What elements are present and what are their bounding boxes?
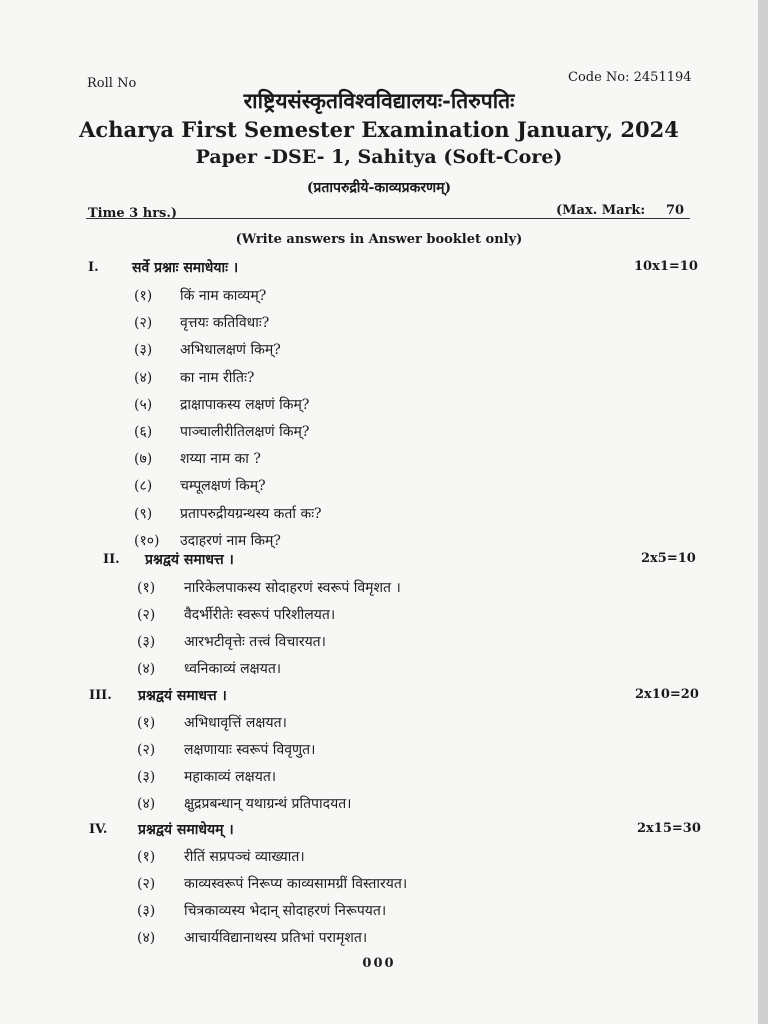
question-text: द्राक्षापाकस्य लक्षणं किम्?	[180, 397, 310, 413]
question-text: आचार्यविद्यानाथस्य प्रतिभां परामृशत।	[184, 930, 368, 946]
question-text: वैदर्भीरीतेः स्वरूपं परिशीलयत।	[184, 607, 336, 623]
end-marker: 000	[362, 956, 396, 971]
code-number: Code No: 2451194	[568, 70, 692, 85]
question-number: (३)	[137, 903, 156, 919]
question-text: वृत्तयः कतिविधाः?	[180, 315, 270, 331]
section-number: I.	[88, 260, 99, 275]
max-mark-label: (Max. Mark:	[556, 203, 646, 218]
section-marks: 10x1=10	[634, 259, 698, 274]
section-number: III.	[89, 688, 112, 703]
question-text: किं नाम काव्यम्?	[180, 288, 267, 304]
university-name: राष्ट्रियसंस्कृतविश्वविद्यालयः-तिरुपतिः	[243, 88, 515, 113]
question-text: चित्रकाव्यस्य भेदान् सोदाहरणं निरूपयत।	[184, 903, 387, 919]
question-number: (४)	[134, 370, 153, 386]
question-number: (९)	[134, 506, 153, 522]
question-text: अभिधालक्षणं किम्?	[180, 342, 281, 358]
exam-title: Acharya First Semester Examination January, 2024	[79, 117, 679, 142]
question-number: (७)	[134, 451, 153, 467]
section-heading: प्रश्नद्वयं समाधेयम् ।	[138, 822, 234, 838]
question-text: क्षुद्रप्रबन्धान् यथाग्रन्थं प्रतिपादयत।	[184, 796, 352, 812]
question-number: (१)	[137, 580, 156, 596]
header-divider	[86, 218, 690, 219]
question-text: महाकाव्यं लक्षयत।	[184, 769, 277, 785]
question-text: आरभटीवृत्तेः तत्त्वं विचारयत।	[184, 634, 326, 650]
section-marks: 2x15=30	[637, 821, 701, 836]
section-number: IV.	[89, 822, 108, 837]
section-marks: 2x5=10	[641, 551, 696, 566]
question-number: (४)	[137, 661, 156, 677]
question-number: (१०)	[134, 533, 160, 549]
subject-title: (प्रतापरुद्रीये-काव्यप्रकरणम्)	[306, 180, 452, 196]
section-heading: प्रश्नद्वयं समाधत्त ।	[145, 552, 234, 568]
question-text: रीतिं सप्रपञ्चं व्याख्यात।	[184, 849, 305, 865]
question-number: (४)	[137, 930, 156, 946]
section-heading: सर्वे प्रश्नाः समाधेयाः ।	[132, 260, 239, 276]
question-number: (८)	[134, 478, 153, 494]
instruction: (Write answers in Answer booklet only)	[235, 232, 523, 247]
page-edge	[758, 0, 768, 1024]
question-number: (६)	[134, 424, 153, 440]
question-number: (१)	[137, 849, 156, 865]
time-label: Time 3 hrs.)	[88, 206, 178, 221]
section-heading: प्रश्नद्वयं समाधत्त ।	[138, 688, 227, 704]
question-number: (५)	[134, 397, 153, 413]
question-number: (३)	[137, 634, 156, 650]
question-text: लक्षणायाः स्वरूपं विवृणुत।	[184, 742, 316, 758]
max-mark-value: 70	[666, 203, 685, 218]
question-number: (३)	[134, 342, 153, 358]
question-text: उदाहरणं नाम किम्?	[180, 533, 281, 549]
question-number: (१)	[134, 288, 153, 304]
question-number: (२)	[137, 742, 156, 758]
question-text: अभिधावृत्तिं लक्षयत।	[184, 715, 287, 731]
paper-title: Paper -DSE- 1, Sahitya (Soft-Core)	[195, 146, 563, 168]
question-text: काव्यस्वरूपं निरूप्य काव्यसामग्रीं विस्तारयत।	[184, 876, 408, 892]
question-number: (३)	[137, 769, 156, 785]
question-text: चम्पूलक्षणं किम्?	[180, 478, 266, 494]
question-text: पाञ्चालीरीतिलक्षणं किम्?	[180, 424, 310, 440]
question-number: (२)	[134, 315, 153, 331]
question-text: नारिकेलपाकस्य सोदाहरणं स्वरूपं विमृशत ।	[184, 580, 401, 596]
section-marks: 2x10=20	[635, 687, 699, 702]
question-text: का नाम रीतिः?	[180, 370, 255, 386]
question-number: (१)	[137, 715, 156, 731]
question-text: शय्या नाम का ?	[180, 451, 261, 467]
section-number: II.	[103, 552, 120, 567]
question-number: (२)	[137, 876, 156, 892]
question-text: ध्वनिकाव्यं लक्षयत।	[184, 661, 282, 677]
question-text: प्रतापरुद्रीयग्रन्थस्य कर्ता कः?	[180, 506, 322, 522]
roll-no-label: Roll No	[87, 76, 137, 91]
question-number: (४)	[137, 796, 156, 812]
question-number: (२)	[137, 607, 156, 623]
